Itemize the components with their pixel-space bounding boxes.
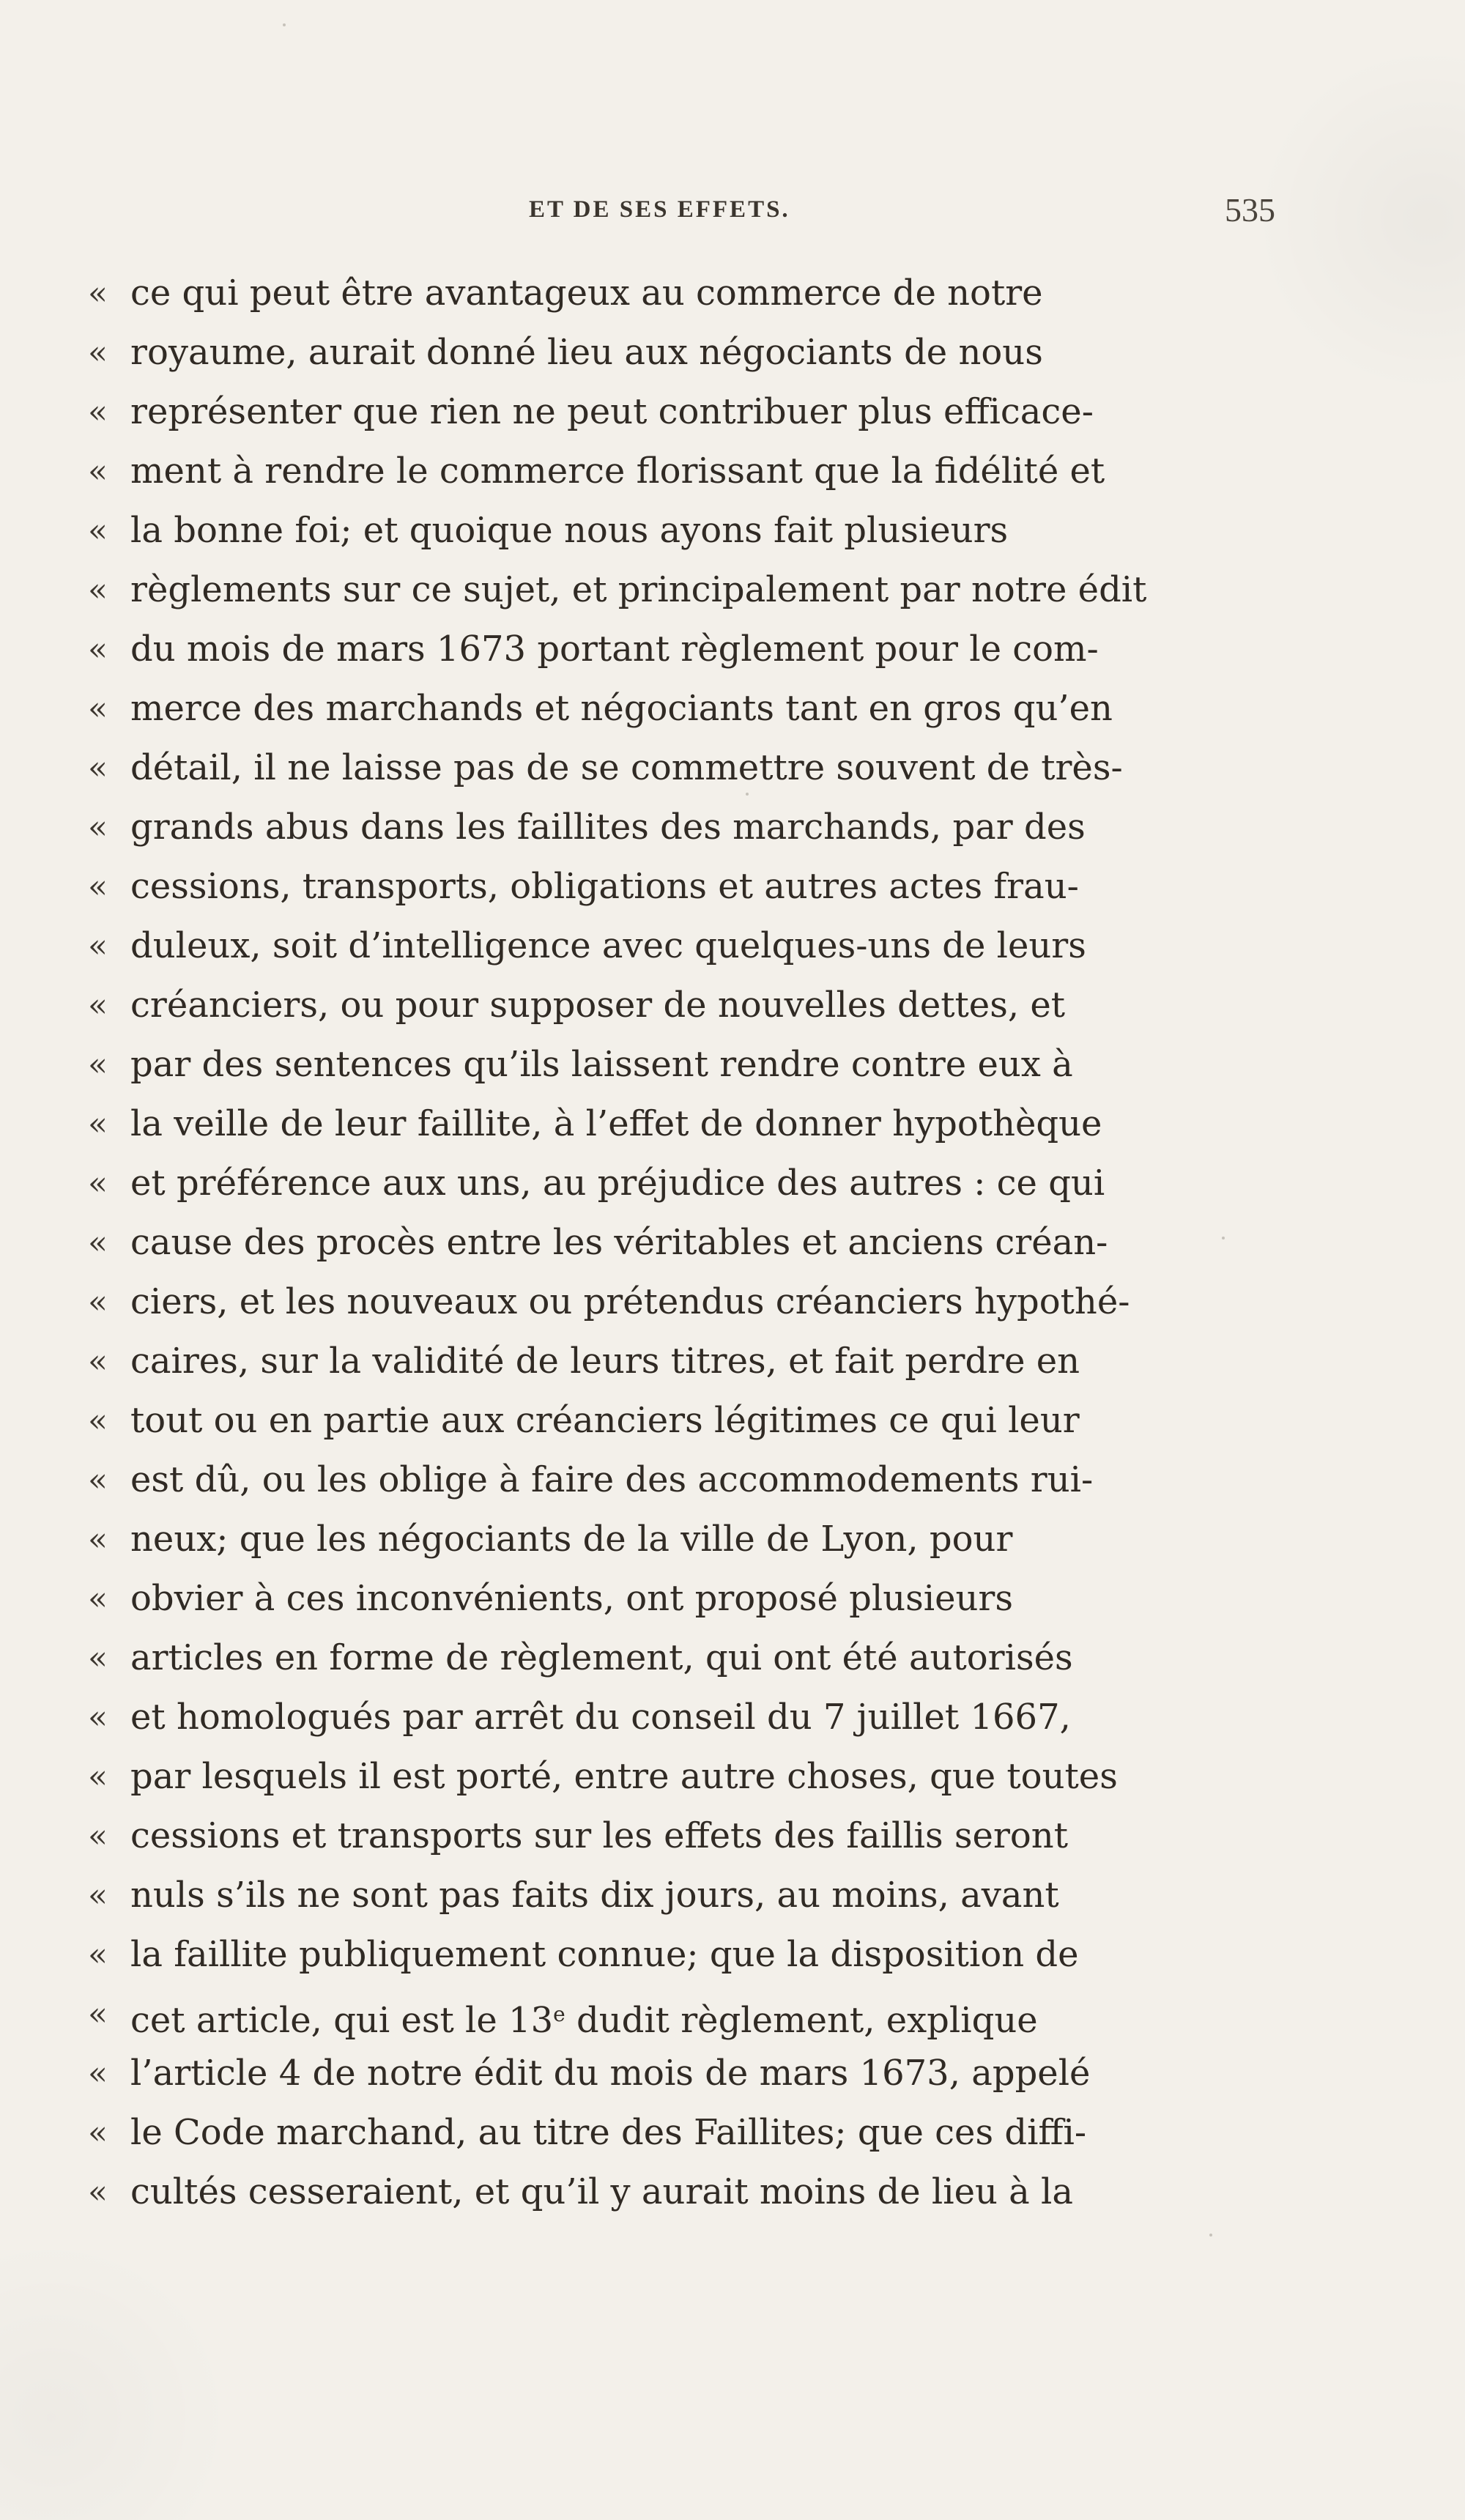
paper-fleck bbox=[1222, 1237, 1225, 1239]
line-text: grands abus dans les faillites des marchands, par des bbox=[130, 807, 1086, 848]
line-text: duleux, soit d’intelligence avec quelques-uns de leurs bbox=[130, 925, 1086, 966]
line-text: royaume, aurait donné lieu aux négociants de nous bbox=[130, 332, 1043, 373]
opening-quote-mark: « bbox=[88, 1402, 108, 1439]
opening-quote-mark: « bbox=[88, 749, 108, 787]
line-text: ciers, et les nouveaux ou prétendus créanciers hypothé- bbox=[130, 1281, 1130, 1322]
line-text: merce des marchands et négociants tant en gros qu’en bbox=[130, 688, 1113, 729]
text-line bbox=[88, 2044, 1278, 2103]
opening-quote-mark: « bbox=[88, 1461, 108, 1499]
line-text: est dû, ou les oblige à faire des accommodements rui- bbox=[130, 1459, 1094, 1500]
line-text-after-superscript: dudit règlement, explique bbox=[565, 2000, 1038, 2041]
text-line bbox=[88, 620, 1278, 679]
line-text: par des sentences qu’ils laissent rendre contre eux à bbox=[130, 1044, 1073, 1085]
opening-quote-mark: « bbox=[88, 690, 108, 727]
line-text: représenter que rien ne peut contribuer plus efficace- bbox=[130, 391, 1094, 432]
opening-quote-mark: « bbox=[88, 1877, 108, 1914]
text-line bbox=[88, 1094, 1278, 1154]
line-text: caires, sur la validité de leurs titres, et fait perdre en bbox=[130, 1341, 1080, 1382]
opening-quote-mark: « bbox=[88, 809, 108, 846]
text-line bbox=[88, 679, 1278, 738]
opening-quote-mark: « bbox=[88, 571, 108, 609]
text-line bbox=[88, 1866, 1278, 1925]
line-text: et préférence aux uns, au préjudice des autres : ce qui bbox=[130, 1163, 1105, 1204]
page-number: 535 bbox=[1225, 191, 1275, 229]
line-text: nuls s’ils ne sont pas faits dix jours, au moins, avant bbox=[130, 1875, 1059, 1916]
line-text: obvier à ces inconvénients, ont proposé plusieurs bbox=[130, 1578, 1013, 1619]
opening-quote-mark: « bbox=[88, 1165, 108, 1202]
opening-quote-mark: « bbox=[88, 1046, 108, 1083]
text-line bbox=[88, 1213, 1278, 1272]
line-text: articles en forme de règlement, qui ont été autorisés bbox=[130, 1637, 1073, 1678]
opening-quote-mark: « bbox=[88, 1639, 108, 1677]
line-text: le Code marchand, au titre des Faillites; que ces diffi- bbox=[130, 2112, 1087, 2153]
line-text: l’article 4 de notre édit du mois de mars 1673, appelé bbox=[130, 2053, 1091, 2094]
line-text: règlements sur ce sujet, et principalement par notre édit bbox=[130, 569, 1147, 610]
paper-fleck bbox=[746, 793, 749, 796]
line-text: et homologués par arrêt du conseil du 7 juillet 1667, bbox=[130, 1697, 1071, 1738]
opening-quote-mark: « bbox=[88, 1995, 108, 2033]
text-line bbox=[88, 323, 1278, 382]
text-line bbox=[88, 2163, 1278, 2222]
opening-quote-mark: « bbox=[88, 1936, 108, 1974]
text-line bbox=[88, 1332, 1278, 1391]
text-line bbox=[88, 2103, 1278, 2163]
opening-quote-mark: « bbox=[88, 275, 108, 312]
text-line bbox=[88, 1806, 1278, 1866]
paper-fleck bbox=[1209, 2234, 1212, 2236]
opening-quote-mark: « bbox=[88, 2114, 108, 2152]
opening-quote-mark: « bbox=[88, 868, 108, 905]
text-line bbox=[88, 501, 1278, 560]
text-line bbox=[88, 1272, 1278, 1332]
opening-quote-mark: « bbox=[88, 1224, 108, 1261]
line-text-with-superscript bbox=[130, 1984, 1038, 2050]
text-line bbox=[88, 1925, 1278, 1984]
opening-quote-mark: « bbox=[88, 987, 108, 1024]
text-line bbox=[88, 1391, 1278, 1450]
text-line bbox=[88, 916, 1278, 976]
page-header bbox=[0, 191, 1465, 240]
line-text: du mois de mars 1673 portant règlement pour le com- bbox=[130, 629, 1099, 670]
text-line bbox=[88, 382, 1278, 442]
opening-quote-mark: « bbox=[88, 2055, 108, 2092]
opening-quote-mark: « bbox=[88, 1105, 108, 1143]
text-line bbox=[88, 738, 1278, 798]
opening-quote-mark: « bbox=[88, 453, 108, 490]
opening-quote-mark: « bbox=[88, 334, 108, 371]
text-line bbox=[88, 976, 1278, 1035]
line-text: cultés cesseraient, et qu’il y aurait moins de lieu à la bbox=[130, 2171, 1073, 2212]
line-text: la faillite publiquement connue; que la disposition de bbox=[130, 1934, 1079, 1975]
opening-quote-mark: « bbox=[88, 1580, 108, 1617]
opening-quote-mark: « bbox=[88, 1283, 108, 1321]
opening-quote-mark: « bbox=[88, 1521, 108, 1558]
opening-quote-mark: « bbox=[88, 1758, 108, 1796]
text-line bbox=[88, 1628, 1278, 1688]
text-line bbox=[88, 1450, 1278, 1510]
text-line bbox=[88, 1510, 1278, 1569]
text-line bbox=[88, 857, 1278, 916]
line-text: par lesquels il est porté, entre autre choses, que toutes bbox=[130, 1756, 1118, 1797]
running-head: ET DE SES EFFETS. bbox=[529, 196, 790, 223]
opening-quote-mark: « bbox=[88, 631, 108, 668]
opening-quote-mark: « bbox=[88, 512, 108, 549]
line-text: créanciers, ou pour supposer de nouvelles dettes, et bbox=[130, 985, 1066, 1026]
opening-quote-mark: « bbox=[88, 2174, 108, 2211]
line-text: détail, il ne laisse pas de se commettre souvent de très- bbox=[130, 747, 1123, 788]
line-text-before-superscript: cet article, qui est le 13 bbox=[130, 2000, 554, 2041]
text-line bbox=[88, 798, 1278, 857]
text-line bbox=[88, 1154, 1278, 1213]
text-line bbox=[88, 1984, 1278, 2044]
line-text: neux; que les négociants de la ville de Lyon, pour bbox=[130, 1519, 1013, 1560]
line-text: cause des procès entre les véritables et anciens créan- bbox=[130, 1222, 1108, 1263]
text-line bbox=[88, 560, 1278, 620]
text-line bbox=[88, 1569, 1278, 1628]
text-line bbox=[88, 442, 1278, 501]
line-text: cessions et transports sur les effets des faillis seront bbox=[130, 1815, 1068, 1856]
text-line bbox=[88, 1035, 1278, 1094]
text-line bbox=[88, 264, 1278, 323]
opening-quote-mark: « bbox=[88, 1817, 108, 1855]
opening-quote-mark: « bbox=[88, 1343, 108, 1380]
text-line bbox=[88, 1747, 1278, 1806]
line-text: tout ou en partie aux créanciers légitimes ce qui leur bbox=[130, 1400, 1080, 1441]
line-text: ment à rendre le commerce florissant que la fidélité et bbox=[130, 451, 1105, 492]
superscript-e: e bbox=[553, 2002, 565, 2026]
text-line bbox=[88, 1688, 1278, 1747]
paper-fleck bbox=[283, 23, 286, 26]
line-text: cessions, transports, obligations et autres actes frau- bbox=[130, 866, 1079, 907]
line-text: la bonne foi; et quoique nous ayons fait plusieurs bbox=[130, 510, 1009, 551]
opening-quote-mark: « bbox=[88, 927, 108, 965]
quoted-text-block bbox=[88, 264, 1278, 2222]
line-text: la veille de leur faillite, à l’effet de donner hypothèque bbox=[130, 1103, 1102, 1144]
opening-quote-mark: « bbox=[88, 1699, 108, 1736]
line-text: ce qui peut être avantageux au commerce de notre bbox=[130, 273, 1043, 314]
opening-quote-mark: « bbox=[88, 393, 108, 431]
